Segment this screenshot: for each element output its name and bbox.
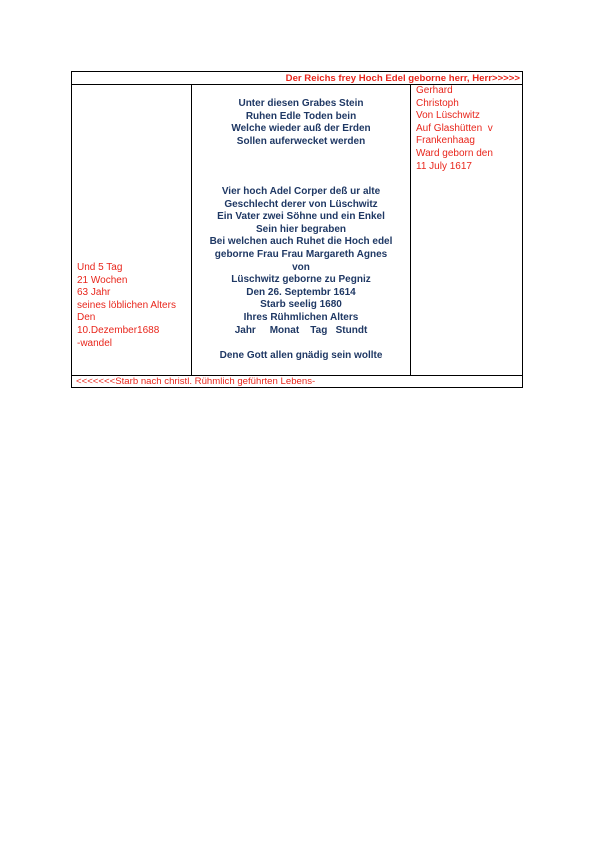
inscription-stanza-1: [192, 98, 410, 148]
left-line: -wandel: [77, 337, 113, 349]
inscription-line: Welche wieder auß der Erden: [231, 123, 371, 135]
left-line: Und 5 Tag: [77, 262, 123, 273]
header-row: [72, 72, 522, 85]
inscription-line: Vier hoch Adel Corper deß ur alte: [221, 186, 381, 197]
right-line: Ward geborn den: [416, 147, 493, 159]
left-line: 63 Jahr: [77, 287, 111, 299]
inscription-line: Jahr Monat Tag Stundt: [234, 324, 368, 336]
inscription-line: Starb seelig 1680: [260, 299, 342, 311]
footer-row: [72, 375, 522, 387]
inscription-line: Unter diesen Grabes Stein: [238, 98, 364, 109]
inscription-closing: [192, 350, 410, 363]
right-line: Auf Glashütten v: [416, 122, 493, 134]
inscription-line: Ruhen Edle Toden bein: [245, 110, 357, 122]
inscription-stanza-2: [192, 186, 410, 337]
inscription-line: Ein Vater zwei Söhne und ein Enkel: [217, 211, 385, 223]
right-line: Gerhard: [416, 85, 453, 96]
inscription-line: Bei welchen auch Ruhet die Hoch edel: [209, 236, 393, 248]
right-column-divider: [410, 85, 411, 375]
right-column: [416, 85, 520, 173]
inscription-line: Sein hier begraben: [255, 223, 347, 235]
right-line: Frankenhaag: [416, 135, 475, 147]
inscription-line: Geschlecht derer von Lüschwitz: [224, 198, 378, 210]
left-line: 10.Dezember1688: [77, 324, 160, 336]
right-line: Christoph: [416, 97, 459, 109]
epitaph-table: [71, 71, 523, 388]
left-column: [77, 262, 189, 350]
inscription-line: von: [292, 261, 310, 273]
inscription-line: geborne Frau Frau Margareth Agnes: [214, 248, 388, 260]
inscription-line: Ihres Rühmlichen Alters: [243, 311, 359, 323]
right-line: Von Lüschwitz: [416, 110, 480, 122]
header-text: Der Reichs frey Hoch Edel geborne herr, Herr>>>>>: [285, 73, 520, 84]
left-line: seines löblichen Alters: [77, 299, 176, 311]
right-line: 11 July 1617: [416, 160, 472, 172]
footer-text: <<<<<<<Starb nach christl. Rühmlich geführten Lebens-: [76, 376, 316, 387]
left-line: Den: [77, 312, 96, 324]
left-line: 21 Wochen: [77, 274, 128, 286]
inscription-line: Dene Gott allen gnädig sein wollte: [219, 350, 383, 361]
inscription-line: Sollen auferwecket werden: [236, 135, 366, 147]
inscription-line: Lüschwitz geborne zu Pegniz: [231, 274, 371, 286]
inscription-line: Den 26. Septembr 1614: [246, 286, 356, 298]
